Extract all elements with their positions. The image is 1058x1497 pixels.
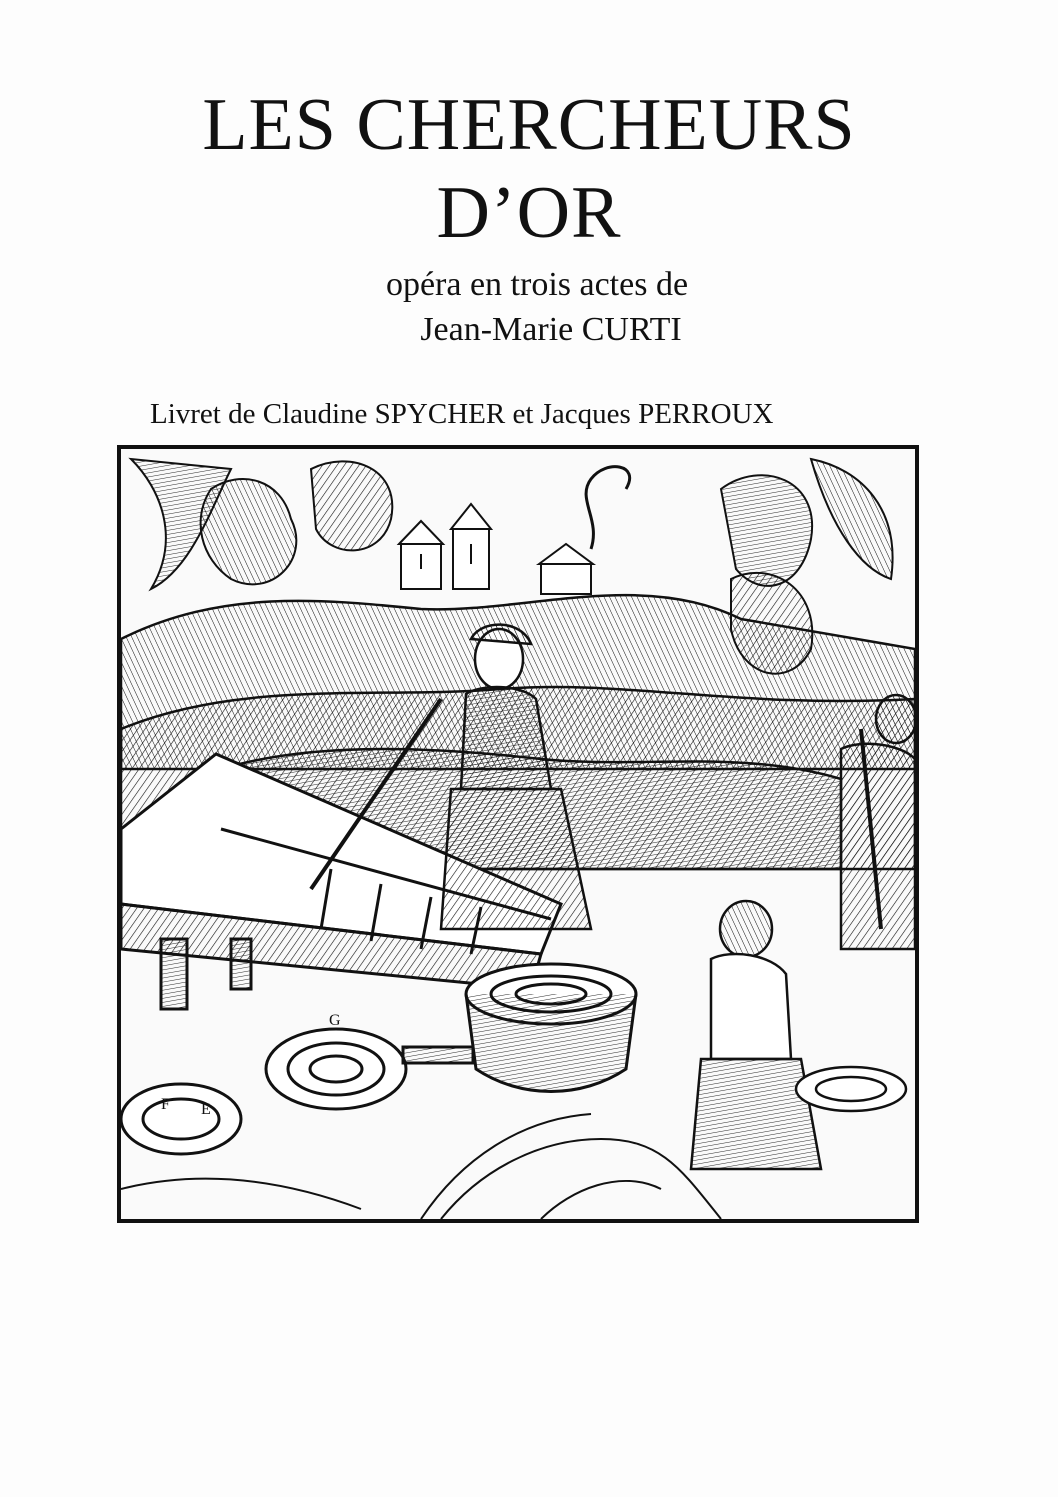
- wooden-tub: [466, 964, 636, 1092]
- subtitle-composer: Jean-Marie CURTI: [420, 311, 682, 348]
- woodcut-illustration: [117, 445, 919, 1223]
- gold-pans: [121, 1029, 473, 1154]
- smoke-plume: [586, 467, 630, 549]
- distant-castle: [399, 504, 593, 594]
- figure-letter-g: G: [329, 1012, 341, 1029]
- title-line-2: D’OR: [436, 172, 622, 254]
- figure-letter-e: E: [201, 1101, 211, 1118]
- title-line-1: LES CHERCHEURS: [202, 84, 856, 166]
- librettists-credit: Livret de Claudine SPYCHER et Jacques PERROUX: [150, 398, 774, 430]
- subtitle-genre: opéra en trois actes de: [385, 266, 689, 303]
- figure-letter-f: F: [161, 1096, 170, 1113]
- woodcut-drawing: [121, 449, 915, 1219]
